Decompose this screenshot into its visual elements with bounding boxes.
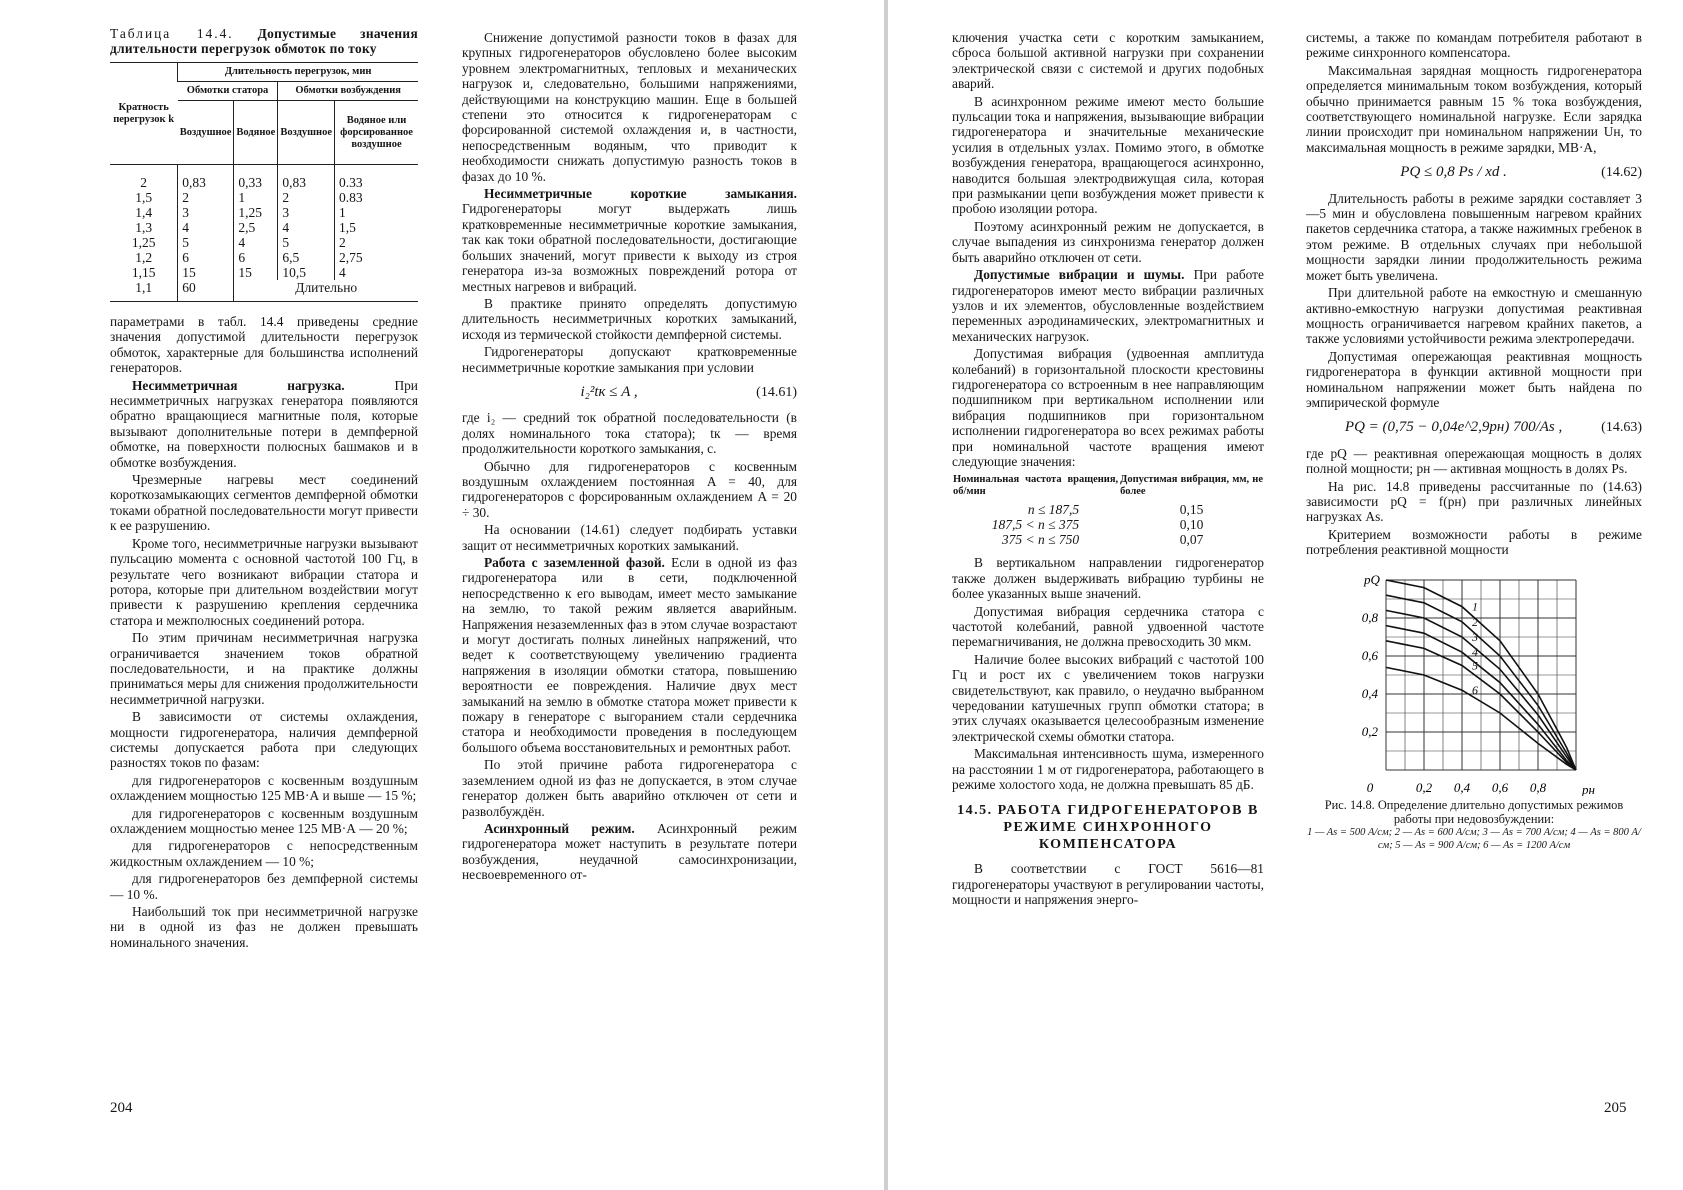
equation-expr: PQ = (0,75 − 0,04e^2,9pн) 700/As , bbox=[1344, 419, 1563, 436]
table-title: Таблица 14.4. Допустимые значения длительности перегрузок обмоток по току bbox=[110, 26, 418, 56]
table-row bbox=[110, 220, 418, 235]
table-cell: 10,5 bbox=[278, 265, 335, 280]
paragraph: Допустимая вибрация (удвоенная амплитуда колебаний) в горизонтальной плоскости крестовины гидрогенератора со встроенным в нее направляющим подшипником при вертикальном исполнении или вибрация подшипников при горизонтальном исполнении гидрогенератора во всех режимах работы при номинальной частоте вращения имеют следующие значения: bbox=[952, 346, 1264, 469]
table-cell: 4 bbox=[335, 265, 419, 280]
paragraph bbox=[462, 186, 797, 294]
paragraph: для гидрогенераторов с косвенным воздушным охлаждением мощностью 125 МВ·А и выше — 15 %; bbox=[110, 772, 418, 804]
vibration-cell: 187,5 < n ≤ 375 bbox=[991, 517, 1080, 533]
table-cell: 1 bbox=[234, 190, 278, 205]
table-cell: 0,33 bbox=[234, 165, 278, 191]
series-label: 1 bbox=[1472, 599, 1478, 614]
series-label: 3 bbox=[1472, 629, 1478, 644]
y-axis-label: pQ bbox=[1364, 571, 1380, 587]
equation-number: (14.62) bbox=[1601, 165, 1642, 181]
paragraph: Снижение допустимой разности токов в фазах для крупных гидрогенераторов обусловлено более высоким уровнем электромагнитных, тепловых и механических нагрузок и, следовательно, большими напряжениями, действующими на конструкцию машин. Еще в большей степени это относится к гидрогенераторам с форсированной системой охлаждения и, в частности, непосредственным водяным, что приводит к необходимости снижать допустимую разность токов в фазах до 10 %. bbox=[462, 30, 797, 184]
table-cell: 5 bbox=[278, 235, 335, 250]
vibration-table bbox=[952, 473, 1264, 547]
paragraph: Максимальная зарядная мощность гидрогенератора определяется минимальным током возбуждения, который обычно принимается равным 15 % тока возбуждения, соответствующего номинальной нагрузке. Если зарядка линии происходит при номинальном напряжении Uн, то максимальная мощность в режиме зарядки, МВ·А, bbox=[1306, 62, 1642, 155]
y-tick-label: 0,2 bbox=[1361, 723, 1378, 739]
figure-caption: Рис. 14.8. Определение длительно допустимых режимов работы при недовозбуждении: bbox=[1324, 797, 1624, 826]
vibration-header-speed: Номинальная частота вращения, об/мин bbox=[953, 474, 1119, 498]
x-tick-label: 0 bbox=[1366, 779, 1374, 795]
table-cell: 6,5 bbox=[278, 250, 335, 265]
paragraph: Обычно для гидрогенераторов с косвенным воздушным охлаждением постоянная A = 40, для гидрогенераторов с форсированным охлаждением A = 20 ÷ 30. bbox=[462, 458, 797, 520]
paragraph: для гидрогенераторов с непосредственным жидкостным охлаждением — 10 %; bbox=[110, 838, 418, 869]
table-header-sub2: Водяное bbox=[234, 101, 278, 165]
table-cell: 0,83 bbox=[278, 165, 335, 191]
run-in-heading: Несимметричные короткие замыкания. bbox=[484, 186, 797, 202]
paragraph-text: Гидрогенераторы могут выдержать лишь кратковременные несимметричные короткие замыкания, так как токи обратной последовательности, достигающие больших значений, могут привести к выходу из строя генератора из-за возможных повреждений ротора от местных нагревов и вибраций. bbox=[462, 201, 797, 294]
paragraph: В зависимости от системы охлаждения, мощности гидрогенератора, наличия демпферной системы допускается работа при следующих разностях токов по фазам: bbox=[110, 709, 418, 771]
section-heading: 14.5. РАБОТА ГИДРОГЕНЕРАТОРОВ В РЕЖИМЕ СИНХРОННОГО КОМПЕНСАТОРА bbox=[957, 803, 1259, 853]
paragraph bbox=[462, 821, 797, 883]
paragraph-text: Асинхронный режим гидрогенератора может наступить в результате потери возбуждения, неудачной самосинхронизации, несвоевременного от- bbox=[462, 820, 797, 883]
table-cell: 1,2 bbox=[135, 250, 153, 265]
equation-expr: i₂²tк ≤ A , bbox=[580, 383, 638, 400]
paragraph: для гидрогенераторов с косвенным воздушным охлаждением мощностью менее 125 МВ·А — 20 %; bbox=[110, 805, 418, 836]
paragraph: для гидрогенераторов без демпферной системы — 10 %. bbox=[110, 871, 418, 902]
table-cell: 15 bbox=[234, 265, 278, 280]
table-cell: 2 bbox=[335, 235, 419, 250]
paragraph: Чрезмерные нагревы мест соединений короткозамыкающих сегментов демпферной обмотки токами обратной последовательности могут привести к ее разрушению. bbox=[110, 472, 418, 534]
table-cell: 6 bbox=[234, 250, 278, 265]
x-tick-label: 0,2 bbox=[1415, 779, 1433, 795]
paragraph: Допустимая опережающая реактивная мощность гидрогенератора в функции активной мощности при номинальном напряжении может быть найдена по эмпирической формуле bbox=[1306, 348, 1642, 410]
table-cell: 2 bbox=[140, 175, 147, 190]
vibration-header-limit: Допустимая вибрация, мм, не более bbox=[1120, 474, 1263, 498]
table-cell: 2 bbox=[278, 190, 335, 205]
vibration-cell: n ≤ 187,5 bbox=[1027, 502, 1080, 518]
x-tick-label: 0,4 bbox=[1453, 779, 1471, 795]
table-cell: 5 bbox=[178, 235, 234, 250]
x-axis-label: pн bbox=[1582, 781, 1595, 796]
y-tick-label: 0,8 bbox=[1361, 609, 1378, 625]
vibration-row bbox=[952, 502, 1264, 517]
book-spine bbox=[884, 0, 888, 1190]
paragraph: Наибольший ток при несимметричной нагрузке ни в одной из фаз не должен превышать номинального значения. bbox=[110, 904, 418, 950]
table-cell: 1,5 bbox=[335, 220, 419, 235]
table-cell: 0,83 bbox=[178, 165, 234, 191]
table-cell: 0.33 bbox=[335, 165, 419, 191]
table-cell: 1,25 bbox=[234, 205, 278, 220]
table-header-sub1: Воздушное bbox=[178, 101, 234, 165]
table-header-sub3: Воздушное bbox=[278, 101, 335, 165]
table-row bbox=[110, 280, 418, 302]
paragraph: В соответствии с ГОСТ 5616—81 гидрогенераторы участвуют в регулировании частоты, мощности и напряжения энерго- bbox=[952, 861, 1264, 908]
table-cell: 4 bbox=[178, 220, 234, 235]
paragraph: В асинхронном режиме имеют место большие пульсации тока и напряжения, вызывающие вибрации гидрогенератора и значительные механические усилия в отдельных узлах. Помимо этого, в обмотке возбуждения генератора, вращающегося асинхронно, наводится большая электродвижущая сила, которая при размыкании цепи возбуждения может привести к пробою изоляции ротора. bbox=[952, 93, 1264, 217]
x-tick-label: 0,8 bbox=[1529, 779, 1547, 795]
table-cell: 1,15 bbox=[131, 265, 156, 280]
vibration-cell: 0,10 bbox=[1179, 517, 1204, 533]
table-cell: 1,25 bbox=[131, 235, 156, 250]
table-row bbox=[110, 190, 418, 205]
paragraph: Поэтому асинхронный режим не допускается, в случае выпадения из синхронизма генератор должен быть аварийно отключен от сети. bbox=[952, 218, 1264, 265]
run-in-heading: Несимметричная нагрузка. bbox=[132, 377, 345, 393]
table-cell: 1,4 bbox=[135, 205, 153, 220]
table-header-sub4: Водяное или форсированное воздушное bbox=[335, 101, 419, 165]
paragraph: На основании (14.61) следует подбирать уставки защит от несимметричных коротких замыканий. bbox=[462, 522, 797, 553]
table-row bbox=[110, 205, 418, 220]
paragraph: По этим причинам несимметричная нагрузка ограничивается значением токов обратной последовательности, и на практике должны приниматься меры для снижения продолжительности несимметричной нагрузки. bbox=[110, 630, 418, 707]
run-in-heading: Работа с заземленной фазой. bbox=[484, 555, 665, 570]
table-header-k: Кратность перегрузок k bbox=[110, 63, 178, 165]
equation-number: (14.61) bbox=[756, 384, 797, 400]
run-in-heading: Допустимые вибрации и шумы. bbox=[974, 267, 1185, 283]
series-label: 5 bbox=[1472, 658, 1478, 673]
table-row bbox=[110, 265, 418, 280]
run-in-heading: Асинхронный режим. bbox=[484, 820, 635, 836]
equation-14-61 bbox=[462, 385, 797, 400]
table-cell: 4 bbox=[234, 235, 278, 250]
table-cell: 1,3 bbox=[135, 220, 153, 235]
table-cell: 6 bbox=[178, 250, 234, 265]
table-cell: 3 bbox=[178, 205, 234, 220]
vibration-row bbox=[952, 517, 1264, 532]
series-label: 2 bbox=[1472, 614, 1478, 629]
x-tick-label: 0,6 bbox=[1491, 779, 1509, 795]
table-cell: 15 bbox=[178, 265, 234, 280]
table-row bbox=[110, 165, 418, 191]
paragraph: В вертикальном направлении гидрогенератор также должен выдерживать вибрацию турбины не более указанных выше значений. bbox=[952, 555, 1264, 602]
equation-expr: PQ ≤ 0,8 Ps / xd . bbox=[1400, 164, 1507, 181]
overload-table bbox=[110, 62, 418, 302]
right-column-2 bbox=[1306, 30, 1642, 852]
paragraph: На рис. 14.8 приведены рассчитанные по (14.63) зависимости pQ = f(pн) при различных линейных нагрузках As. bbox=[1306, 478, 1642, 525]
paragraph: При длительной работе на емкостную и смешанную активно-емкостную нагрузки допустимая реактивная мощность ограничивается нагревом крайних пакетов, а также условиями устойчивости режима электропередачи. bbox=[1306, 285, 1642, 347]
table-header-group: Длительность перегрузок, мин bbox=[178, 63, 418, 82]
table-cell: Длительно bbox=[234, 280, 418, 302]
table-cell: 1,1 bbox=[110, 280, 178, 302]
table-cell: 1,5 bbox=[135, 190, 153, 205]
paragraph: ключения участка сети с коротким замыканием, сброса большой активной нагрузки при сохранении электрической связи с системой и других подобных аварий. bbox=[952, 30, 1264, 92]
series-label: 4 bbox=[1472, 644, 1478, 659]
left-column-2 bbox=[462, 30, 797, 883]
vibration-cell: 375 < n ≤ 750 bbox=[1001, 532, 1080, 548]
paragraph-text: При работе гидрогенераторов имеют место вибрации различных узлов и их элементов, обусловленные воздействием переменных аэродинамических, электромагнитных и механических нагрузок. bbox=[952, 267, 1264, 344]
table-cell: 0.83 bbox=[335, 190, 419, 205]
page-number-left: 204 bbox=[110, 1100, 133, 1116]
table-header-excitation: Обмотки возбуждения bbox=[278, 82, 418, 101]
vibration-row bbox=[952, 532, 1264, 547]
paragraph: параметрами в табл. 14.4 приведены средние значения допустимой длительности перегрузок обмоток, характерные для большинства исполнений генераторов. bbox=[110, 314, 418, 376]
y-tick-label: 0,6 bbox=[1361, 647, 1378, 663]
left-column-1 bbox=[110, 26, 418, 950]
paragraph: Гидрогенераторы допускают кратковременные несимметричные короткие замыкания при условии bbox=[462, 344, 797, 375]
vibration-cell: 0,07 bbox=[1179, 532, 1204, 548]
table-header-stator: Обмотки статора bbox=[178, 82, 278, 101]
paragraph bbox=[952, 267, 1264, 344]
right-column-1 bbox=[952, 30, 1264, 908]
table-cell: 3 bbox=[278, 205, 335, 220]
table-row bbox=[110, 235, 418, 250]
equation-number: (14.63) bbox=[1601, 420, 1642, 436]
paragraph-text: При несимметричных нагрузках генератора появляются обратно вращающиеся магнитные поля, которые вызывают дополнительные потери в демпферной обмотке, на поверхности полюсных башмаков и в обмотке возбуждения. bbox=[110, 377, 418, 470]
table-cell: 60 bbox=[178, 280, 234, 302]
paragraph: Допустимая вибрация сердечника статора с частотой колебаний, равной удвоенной частоте перемагничивания, не должна превосходить 30 мкм. bbox=[952, 603, 1264, 650]
table-cell: 2 bbox=[178, 190, 234, 205]
paragraph: где i₂ — средний ток обратной последовательности (в долях номинального тока статора); tк — время продолжительности короткого замыкания, с. bbox=[462, 410, 797, 457]
table-cell: 4 bbox=[278, 220, 335, 235]
vibration-table-body bbox=[952, 502, 1264, 547]
paragraph-text: Если в одной из фаз гидрогенератора или в сети, подключенной непосредственно к его выводам, имеет место замыкание на землю, то такой режим является аварийным. Напряжения незаземленных фаз в этом случае возрастают и могут достигать полных линейных напряжений, что ведет к соответствующему увеличению градиента напряжения в изоляции обмотки статора, повышению вероятности ее повреждения. Наличие двух мест замыканий на землю в обмотке статора может привести к пожару в генераторе с выгоранием стали сердечника статора и необходимости проведения в последующем большого объема восстановительных и ремонтных работ. bbox=[462, 555, 797, 755]
table-body bbox=[110, 165, 418, 302]
series-label: 6 bbox=[1472, 682, 1478, 697]
page-number-right: 205 bbox=[1604, 1100, 1627, 1116]
paragraph: В практике принято определять допустимую длительность несимметричных коротких замыканий, исходя из термической стойкости демпферной системы. bbox=[462, 295, 797, 342]
paragraph: Длительность работы в режиме зарядки составляет 3—5 мин и обусловлена повышенным нагревом крайних пакетов сердечника статора, а также нажимных гребенок в этом режиме. В отдельных случаях при небольшой мощности зарядки линии продолжительность режима может быть увеличена. bbox=[1306, 190, 1642, 283]
paragraph: Критерием возможности работы в режиме потребления реактивной мощности bbox=[1306, 526, 1642, 558]
paragraph: Наличие более высоких вибраций с частотой 100 Гц и рост их с увеличением токов нагрузки свидетельствуют, как правило, о неудачно выбранном чередовании катушечных групп обмотки статора; в этих случаях оказывается целесообразным изменение электрической схемы обмотки статора. bbox=[952, 651, 1264, 744]
table-cell: 1 bbox=[335, 205, 419, 220]
figure-14-8-chart bbox=[1306, 566, 1642, 796]
paragraph: Кроме того, несимметричные нагрузки вызывают пульсацию момента с основной частотой 100 Гц, в результате чего возникают вибрации статора и ротора, которые при длительном воздействии могут привести к разрушению крепления сердечника статора и межполюсных соединений ротора. bbox=[110, 535, 418, 628]
vibration-cell: 0,15 bbox=[1179, 502, 1204, 518]
table-cell: 2,75 bbox=[335, 250, 419, 265]
paragraph: По этой причине работа гидрогенератора с заземлением одной из фаз не допускается, в этом случае генератор должен быть аварийно отключен от сети и разволбуждён. bbox=[462, 757, 797, 819]
paragraph: системы, а также по командам потребителя работают в режиме синхронного компенсатора. bbox=[1306, 30, 1642, 61]
table-cell: 2,5 bbox=[234, 220, 278, 235]
figure-legend: 1 — As = 500 А/см; 2 — As = 600 А/см; 3 — As = 700 А/см; 4 — As = 800 А/см; 5 — As = 900 А/см; 6 — As = 1200 А/см bbox=[1307, 826, 1641, 851]
paragraph: Максимальная интенсивность шума, измеренного на расстоянии 1 м от гидрогенератора, работающего в режиме холостого хода, не должна превышать 85 дБ. bbox=[952, 746, 1264, 793]
paragraph: где pQ — реактивная опережающая мощность в долях полной мощности; pн — активная мощность в долях Ps. bbox=[1306, 445, 1642, 477]
paragraph bbox=[462, 555, 797, 755]
table-row bbox=[110, 250, 418, 265]
paragraph bbox=[110, 378, 418, 470]
y-tick-label: 0,4 bbox=[1361, 685, 1378, 701]
equation-14-63 bbox=[1306, 420, 1642, 435]
equation-14-62 bbox=[1306, 165, 1642, 180]
